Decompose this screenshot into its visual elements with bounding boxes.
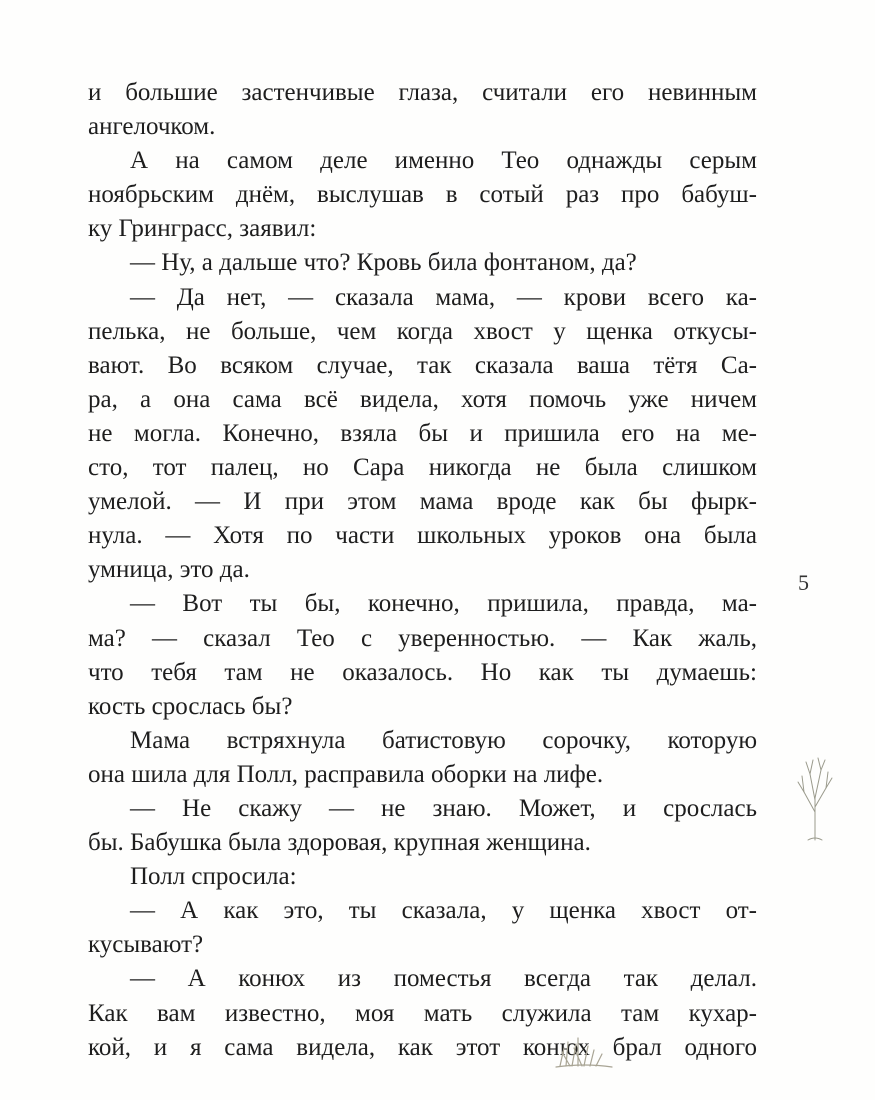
body-text [88,76,757,1065]
text-line-15: умница, это да. [88,556,250,584]
page-number: 5 [798,570,809,595]
text-line-27: — А конюх из поместья всегда так делал. [130,965,757,993]
text-line-2: ангелочком. [88,113,216,141]
text-line-11: не могла. Конечно, взяла бы и пришила его на ме- [88,419,757,447]
text-line-14: нула. — Хотя по части школьных уроков она была [88,522,757,550]
text-line-9: вают. Во всяком случае, так сказала ваша тётя Са- [88,351,757,379]
text-line-21: она шила для Полл, расправила оборки на лифе. [88,760,604,788]
tree-sketch-icon [790,752,840,842]
text-line-28: Как вам известно, моя мать служила там кухар- [88,999,757,1027]
text-line-17: ма? — сказал Тео с уверенностью. — Как жаль, [88,624,757,652]
text-line-19: кость срослась бы? [88,692,293,720]
text-line-12: сто, тот палец, но Сара никогда не была слишком [88,454,757,482]
text-line-22: — Не скажу — не знаю. Может, и срослась [130,794,757,822]
text-line-23: бы. Бабушка была здоровая, крупная женщина. [88,829,591,857]
text-line-29: кой, и я сама видела, как этот конюх брал одного [88,1033,757,1061]
text-line-20: Мама встряхнула батистовую сорочку, которую [130,726,757,754]
text-line-25: — А как это, ты сказала, у щенка хвост от- [130,897,757,925]
text-line-1: и большие застенчивые глаза, считали его невинным [88,79,757,106]
text-line-24: Полл спросила: [130,863,297,891]
grass-sketch-icon [550,1030,620,1070]
text-line-10: ра, а она сама всё видела, хотя помочь уже ничем [88,385,757,413]
text-line-6: — Ну, а дальше что? Кровь била фонтаном, да? [130,249,637,277]
text-line-8: пелька, не больше, чем когда хвост у щенка откусы- [88,317,757,345]
text-line-13: умелой. — И при этом мама вроде как бы фырк- [88,488,757,516]
text-line-7: — Да нет, — сказала мама, — крови всего ка- [130,283,757,311]
text-line-3: А на самом деле именно Тео однажды серым [130,147,757,175]
text-line-4: ноябрьским днём, выслушав в сотый раз про бабуш- [88,181,757,209]
text-line-16: — Вот ты бы, конечно, пришила, правда, ма- [130,590,757,618]
text-line-18: что тебя там не оказалось. Но как ты думаешь: [88,658,757,686]
text-line-5: ку Гринграсс, заявил: [88,215,317,243]
text-line-26: кусывают? [88,931,204,959]
